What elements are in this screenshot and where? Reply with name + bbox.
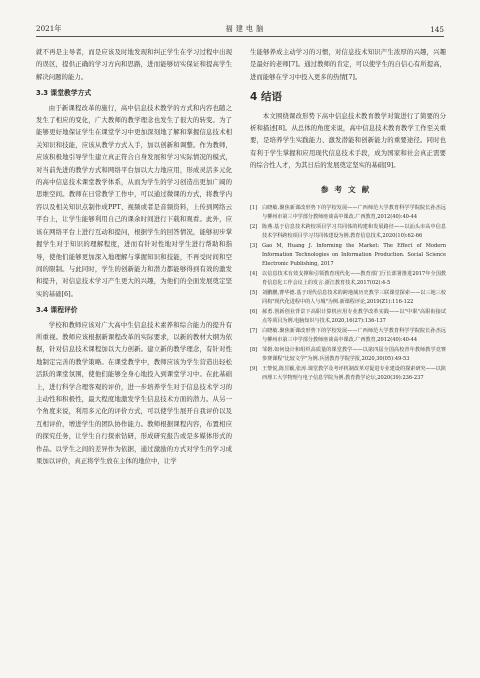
header-journal-name: 福建电脑: [225, 24, 267, 33]
header-year: 2021年: [36, 24, 62, 33]
section-3-4-paragraph: 学校和教师应该对广大高中生信息技术素养和综合能力的提升有所重视。教师应该根据新课程改革的实际要求，以新的教材大纲为依据，针对信息技术课程加以大力创新。建立新的教学理念，有针对性地制定完善的教学策略。在课堂教学中，教师应该为学生营造出轻松活跃的课堂氛围，使他们能够全身心地投入到课堂学习中。在此基础上，进行科学合理客观的评价，进一步培养学生对于信息技术学习的主动性和积极性，最大程度地激发学生信息技术方面的潜力。从另一个角度来说，利用多元化的评价方式，可以使学生展开自我评价以及互相评价，增进学生的团队协作能力。教师根据课程内容，布置相应的探究任务，让学生自行探索钻研，形成研究报告或是多媒体形式的作品。以学生之间的差异作为依据，通过激励的方式对学生的学习成果加以评价，真正将学生放在主体的地位中，让学: [36, 320, 232, 465]
reference-item: [7] 白晓敏.聚焦新课改形势下的学校发展——广西师范大学教育科学学院院长孙杰远与柳州市第三中学部分教师座谈高中课改.广西教育,2012(40):40-44: [250, 328, 446, 344]
references-heading: 参考文献: [320, 184, 376, 194]
reference-item: [2] 陈燕.基于信息技术跨校项目学习共同体的构建和发展路径——以汕头市高中信息技术学科跨校项目学习共同体建设为例.教育信息技术,2020(10):62-66: [250, 224, 446, 240]
references-list: [250, 204, 446, 384]
page-header: [36, 22, 444, 37]
right-column: [250, 46, 446, 384]
reference-item: [9] 王黎悦,陈昱颖,张涛.课堂教学及考评机制改革对促进专业建设的探索研究——以陕西理工大学物理与电子信息学院为例.教育教学论坛,2020(39):236-237: [250, 366, 446, 382]
reference-item: [5] 刘鹏鹏,曹华德.基于现代信息技术的跨地域历史教学三联课堂探索——以三地三校同构"现代化进程中的人与城"为例.新课程评论,2019(Z1):116-122: [250, 290, 446, 306]
section-3-3-paragraph: 由于新课程改革的施行，高中信息技术教学的方式和内容也随之发生了相应的变化，广大教师的教学理念也发生了很大的转变。为了能够更好地保证学生在课堂学习中更加深刻地了解和掌握信息技术相关知识和技能，应该从教学方式入手，加以创新和调整。作为教师，应该积极地引导学生建立真正符合自身发展和学习实际情况的模式，对当前先进的教学方式和网络平台加以大力地应用，形成灵活多元化的高中信息技术课堂教学体系，从而为学生的学习创造出更加广阔的思维空间。教师在日常教学工作中，可以通过微课的方式，将教学内容以及相关知识点制作成PPT、视频或者是音频资料，上传到网络云平台上，让学生能够利用自己的课余时间进行下载和观看。此外，应该在网络平台上进行互动和提问，根据学生的回答情况，能够初步掌握学生对于知识的理解程度，进而有针对性地对学生进行帮助和指导，使他们能够更加深入地理解与掌握知识和技能，不再受时间和空间的限制。与此同时，学生的创新能力和潜力都能够得到有效的激发和提升，对信息技术学习产生更大的兴趣，为他们的全面发展奠定坚实的基础[6]。: [36, 103, 232, 298]
right-intro-paragraph: 生能够养成主动学习的习惯，对信息技术知识产生浓厚的兴趣，兴趣是最好的老师[7]。通过教师的肯定，可以使学生的自信心有所提高，进而能够在学习中投入更多的热情[7]。: [250, 48, 446, 81]
reference-item: [6] 郝勇.创新创业背景下高职计算机应用专业教学改革实践——以"中职"高职衔接试点等项目为例.电脑知识与技术,2020,16(27):136-137: [250, 309, 446, 325]
section-4-heading: 4 结语: [250, 91, 282, 104]
header-page-number: 145: [430, 24, 444, 34]
left-intro-paragraph: 就不再是主导者，而是应该及时地发现和纠正学生在学习过程中出现的误区，提供正确的学习方向和思路，进而能够切实保证和提高学生解决问题的能力。: [36, 48, 232, 81]
left-column: [36, 46, 232, 467]
reference-item: [3] Gao M, Huang J. Informing the Market: The Effect of Modern Information Technologies on Information Production. Social Science Electronic Publishing, 2017: [250, 243, 446, 268]
section-3-3-heading: 3.3 课堂教学方式: [36, 89, 92, 98]
section-3-4-heading: 3.4 课程评价: [36, 306, 78, 315]
reference-item: [1] 白晓敏.聚焦新课改形势下的学校发展——广西师范大学教育科学学院院长孙杰远与柳州市第三中学部分教师座谈高中课改.广西教育,2012(40):40-44: [250, 205, 446, 221]
reference-item: [4] 以信息技术有效支撑和引领教育现代化——教育部门厅长部署推进2017年全国教育信息化工作会议上的发言.浙江教育技术,2017(02):4-5: [250, 271, 446, 287]
conclusion-paragraph: 本文围绕课改形势下高中信息技术教育教学对策进行了简要的分析和描述[8]。从总体的角度来说，高中信息技术教育教学工作至关重要，是培养学生实践能力、激发潜能和创新能力的重要途径。同时也有利于学生掌握和应用现代信息技术手段，成为国家和社会真正需要的综合性人才，为其日后的发展奠定坚实的基础[9]。: [250, 111, 446, 170]
reference-item: [8] 邹磐.如何设计和组织高质量的课堂教学——以第四届全国高校青年教师教学竞赛参赛课程"比较文学"为例.兵团教育学院学报,2020,30(05):49-53: [250, 347, 446, 363]
